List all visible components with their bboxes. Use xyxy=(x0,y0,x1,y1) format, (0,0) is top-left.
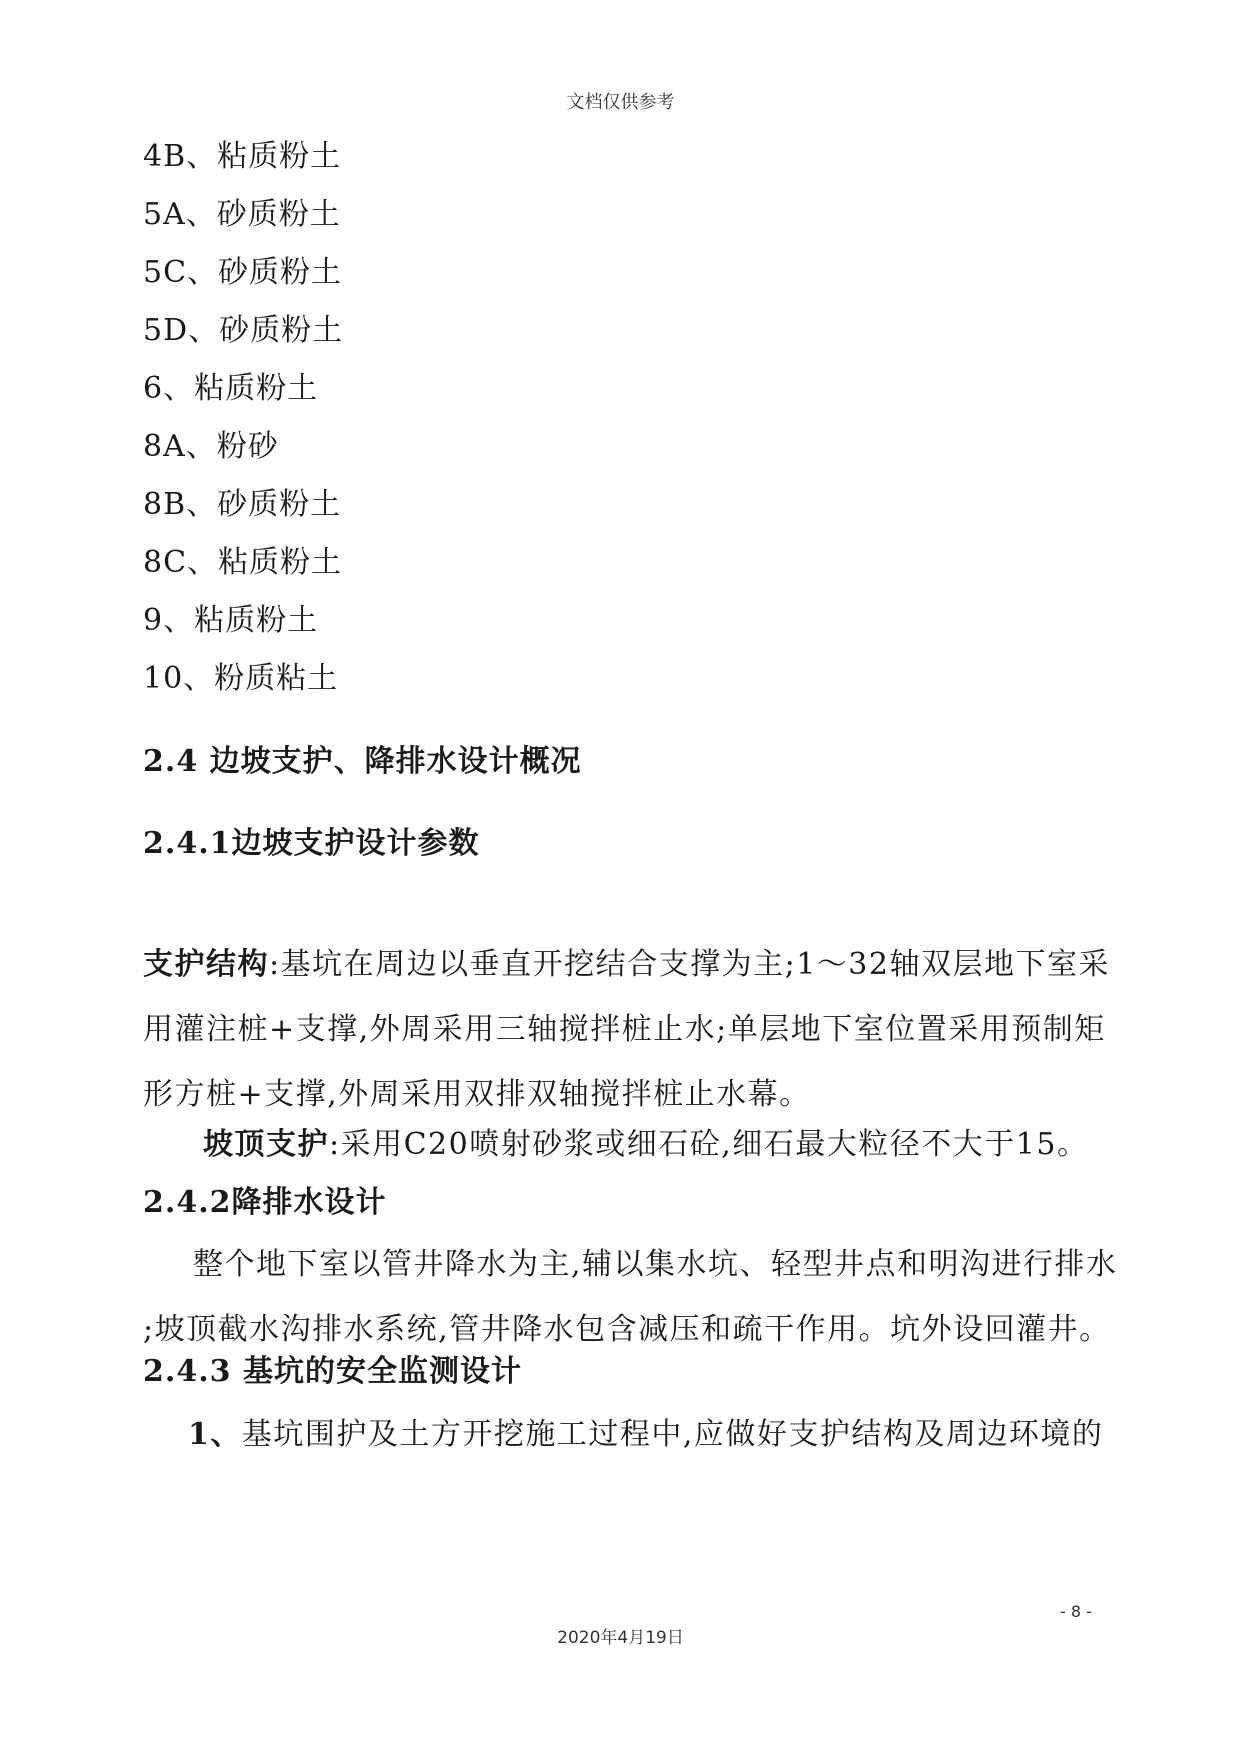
soil-list-item: 6、粘质粉土 xyxy=(143,371,319,406)
monitoring-item-1 xyxy=(188,1402,1103,1467)
page-number: - 8 - xyxy=(1060,1602,1092,1621)
monitoring-item-1-text: 基坑围护及土方开挖施工过程中,应做好支护结构及周边环境的 xyxy=(241,1417,1104,1452)
soil-list-item: 4B、粘质粉土 xyxy=(143,139,342,174)
footer-date: 2020年4月19日 xyxy=(557,1628,684,1648)
drainage-paragraph xyxy=(143,1232,1118,1362)
soil-list-item: 10、粉质粘土 xyxy=(143,661,339,696)
soil-list-item: 5C、砂质粉土 xyxy=(143,255,343,290)
slope-top-support-text: :采用C20喷射砂浆或细石砼,细石最大粒径不大于15。 xyxy=(329,1127,1089,1162)
support-structure-text-3: 形方桩+支撑,外周采用双排双轴搅拌桩止水幕。 xyxy=(143,1077,811,1112)
section-heading-2-4-3: 2.4.3 基坑的安全监测设计 xyxy=(143,1354,522,1389)
support-structure-paragraph xyxy=(143,932,1110,1127)
support-structure-text-2: 用灌注桩+支撑,外周采用三轴搅拌桩止水;单层地下室位置采用预制矩 xyxy=(143,1012,1106,1047)
support-structure-label: 支护结构 xyxy=(143,947,269,982)
section-heading-2-4-1: 2.4.1边坡支护设计参数 xyxy=(143,826,480,861)
drainage-text-1: 整个地下室以管井降水为主,辅以集水坑、轻型井点和明沟进行排水 xyxy=(193,1247,1118,1282)
section-heading-2-4-2: 2.4.2降排水设计 xyxy=(143,1185,387,1220)
drainage-text-2: ;坡顶截水沟排水系统,管井降水包含减压和疏干作用。坑外设回灌井。 xyxy=(143,1312,1111,1347)
monitoring-item-1-number: 1、 xyxy=(188,1417,242,1452)
slope-top-support-label: 坡顶支护 xyxy=(203,1127,329,1162)
soil-list-item: 8C、粘质粉土 xyxy=(143,545,343,580)
slope-top-support-paragraph xyxy=(203,1112,1103,1177)
section-heading-2-4: 2.4 边坡支护、降排水设计概况 xyxy=(143,744,582,779)
soil-list-item: 5A、砂质粉土 xyxy=(143,197,341,232)
soil-list-item: 8A、粉砂 xyxy=(143,429,279,464)
page-header: 文档仅供参考 xyxy=(566,92,675,113)
soil-list-item: 8B、砂质粉土 xyxy=(143,487,342,522)
soil-list-item: 9、粘质粉土 xyxy=(143,603,319,638)
soil-list-item: 5D、砂质粉土 xyxy=(143,313,344,348)
support-structure-text-1: :基坑在周边以垂直开挖结合支撑为主;1～32轴双层地下室采 xyxy=(269,947,1110,982)
